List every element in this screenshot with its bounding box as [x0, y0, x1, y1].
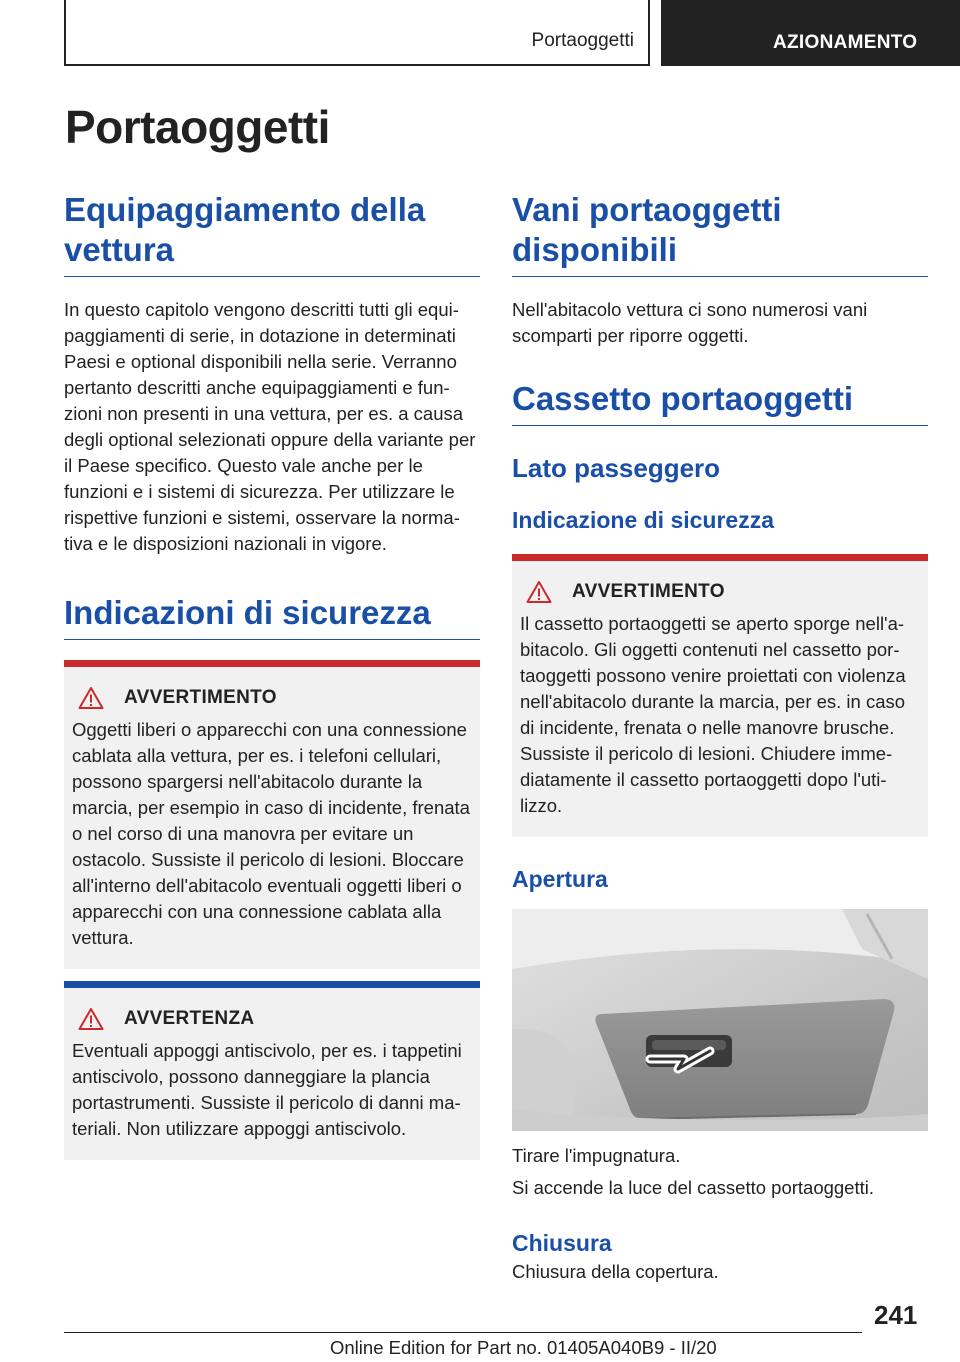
- warning-title: AVVERTIMENTO: [572, 581, 725, 602]
- right-column: [512, 190, 928, 1285]
- paragraph-apertura-1: Tirare l'impugnatura.: [512, 1145, 681, 1166]
- header-breadcrumb-box: [64, 0, 650, 66]
- glovebox-illustration: [512, 909, 928, 1131]
- footer-edition: Online Edition for Part no. 01405A040B9 - II/20: [330, 1337, 717, 1358]
- footer-divider: [64, 1332, 862, 1333]
- warning-box-cassetto: [512, 554, 928, 837]
- warning-triangle-icon: [78, 686, 104, 710]
- heading-apertura: Apertura: [512, 866, 608, 892]
- warning-text: Eventuali appoggi antiscivolo, per es. i tappetini antiscivolo, possono danneggiare la plancia portastrumenti. Sussiste il pericolo di danni materiali. Non utilizzare appoggi antiscivolo.: [72, 1040, 462, 1139]
- heading-vani-portaoggetti: Vani portaoggetti disponibili: [512, 190, 928, 277]
- heading-indicazioni-sicurezza: Indicazioni di sicurezza: [64, 593, 480, 640]
- heading-cassetto-portaoggetti: Cassetto portaoggetti: [512, 379, 928, 426]
- header-section-tab: [661, 0, 960, 66]
- warning-triangle-icon: [78, 1007, 104, 1031]
- page-title: Portaoggetti: [65, 101, 330, 153]
- warning-box-avvertenza: [64, 981, 480, 1160]
- left-column: [64, 190, 480, 1160]
- warning-triangle-icon: [526, 580, 552, 604]
- heading-equipaggiamento: Equipaggiamento della vettura: [64, 190, 480, 277]
- heading-lato-passeggero: Lato passeggero: [512, 453, 721, 483]
- paragraph-vani: Nell'abitacolo vettura ci sono numerosi vani scomparti per riporre oggetti.: [512, 299, 868, 346]
- warning-text: Il cassetto portaoggetti se aperto sporge nell'abitacolo. Gli oggetti contenuti nel cassetto portaoggetti possono venire proiettati con violenza nell'abitacolo durante la marcia, per es. in caso di incidente, frenata o nelle manovre brusche. Sussiste il pericolo di lesioni. Chiudere immediatamente il cassetto portaoggetti dopo l'utilizzo.: [520, 613, 906, 816]
- heading-chiusura: Chiusura: [512, 1230, 612, 1256]
- paragraph-equipaggiamento: In questo capitolo vengono descritti tutti gli equipaggiamenti di serie, in dotazione in determinati Paesi e optional disponibili nella serie. Verranno pertanto descritti anche equipaggiamenti e funzioni non presenti in una vettura, per es. a causa degli optional selezionati oppure della variante per il Paese specifico. Questo vale anche per le funzioni e i sistemi di sicurezza. Per utilizzare le rispettive funzioni e sistemi, osservare la normativa e le disposizioni nazionali in vigore.: [64, 299, 476, 554]
- warning-title: AVVERTIMENTO: [124, 687, 277, 708]
- header-crumb: Portaoggetti: [531, 30, 634, 51]
- warning-box-avvertimento: [64, 660, 480, 969]
- paragraph-chiusura: Chiusura della copertura.: [512, 1261, 719, 1282]
- paragraph-apertura-2: Si accende la luce del cassetto portaoggetti.: [512, 1177, 875, 1198]
- page-number: 241: [874, 1300, 918, 1330]
- warning-text: Oggetti liberi o apparecchi con una connessione cablata alla vettura, per es. i telefoni cellulari, possono spargersi nell'abitacolo durante la marcia, per esempio in caso di incidente, frenata o nel corso di una manovra per evitare un ostacolo. Sussiste il pericolo di lesioni. Bloccare all'interno dell'abitacolo eventuali oggetti liberi o apparecchi con una connessione cablata alla vettura.: [72, 719, 470, 948]
- heading-indicazione-sicurezza: Indicazione di sicurezza: [512, 507, 775, 533]
- warning-title: AVVERTENZA: [124, 1008, 255, 1029]
- glovebox-photo: [512, 909, 928, 1131]
- header-section-label: AZIONAMENTO: [773, 32, 918, 53]
